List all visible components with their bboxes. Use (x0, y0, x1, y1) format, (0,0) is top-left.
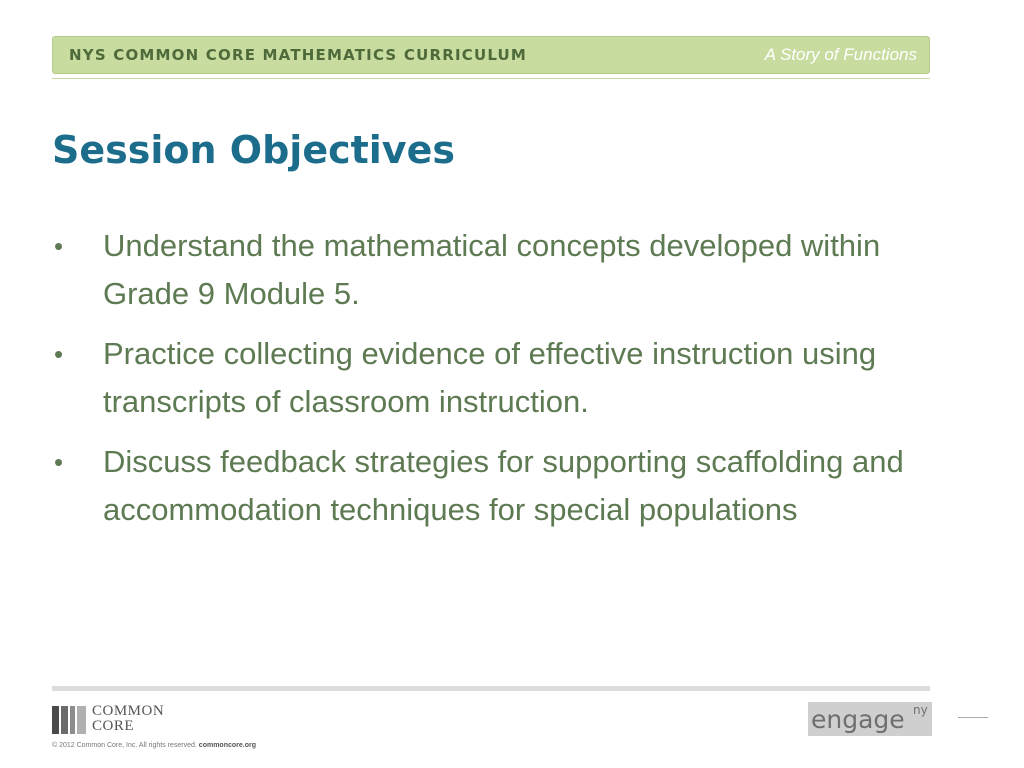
bullet-icon: • (54, 231, 64, 261)
story-label: A Story of Functions (764, 45, 917, 64)
site-link[interactable]: commoncore.org (198, 742, 256, 749)
bullet-icon: • (54, 339, 64, 369)
copyright-notice: © 2012 Common Core, Inc. All rights reserved. commoncore.org (52, 742, 256, 749)
objective-item (52, 438, 932, 534)
objective-text: Understand the mathematical concepts developed within Grade 9 Module 5. (103, 228, 881, 311)
header-bar (52, 36, 930, 74)
objective-item (52, 222, 932, 318)
common-core-bars-icon (52, 706, 86, 734)
objective-item (52, 330, 932, 426)
curriculum-label: NYS COMMON CORE MATHEMATICS CURRICULUM (69, 46, 528, 64)
side-dash (958, 717, 988, 718)
common-core-logo-text: COMMON CORE (92, 703, 165, 734)
footer-divider (52, 686, 930, 691)
header-divider (52, 78, 930, 79)
objectives-list (52, 222, 932, 546)
objective-text: Practice collecting evidence of effective instruction using transcripts of classroom instruction. (103, 336, 877, 419)
engage-ny-logo: engage ny (808, 702, 932, 736)
bullet-icon: • (54, 447, 64, 477)
common-core-logo (52, 704, 192, 736)
objective-text: Discuss feedback strategies for supporting scaffolding and accommodation techniques for special populations (103, 444, 904, 527)
slide-title: Session Objectives (52, 128, 455, 172)
